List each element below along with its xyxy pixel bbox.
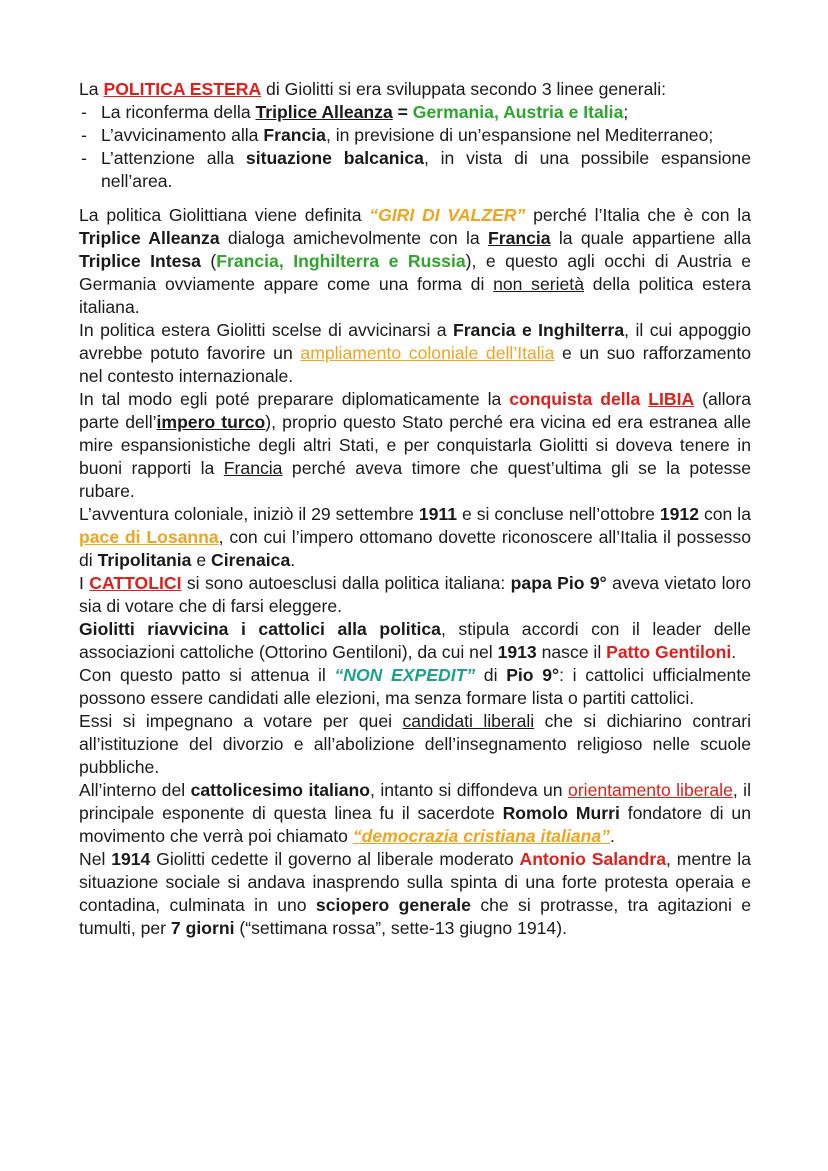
- text-span: che si dichiarino contrari all’istituzione del divorzio e all’abolizione dell’insegnamento religioso nelle scuole pubbliche.: [79, 711, 751, 777]
- keyword-sciopero-generale: sciopero generale: [315, 895, 471, 915]
- text-span: , con cui l’impero ottomano dovette riconoscere all’Italia il possesso di: [79, 527, 751, 570]
- keyword-francia-inghilterra: Francia e Inghilterra: [452, 320, 625, 340]
- keyword-1913: 1913: [497, 642, 537, 662]
- paragraph-candidati-liberali: [79, 710, 751, 779]
- text-span: Giolitti cedette il governo al liberale moderato: [150, 849, 520, 869]
- keyword-intesa-members: Francia, Inghilterra e Russia: [216, 251, 466, 271]
- keyword-alleanza-members: Germania, Austria e Italia: [412, 102, 624, 122]
- paragraph-cattolicesimo: [79, 779, 751, 848]
- keyword-1914: 1914: [111, 849, 151, 869]
- document-page: [79, 78, 751, 940]
- paragraph-patto-gentiloni: [79, 618, 751, 664]
- text-span: L’avvicinamento alla: [101, 125, 264, 145]
- text-span: In tal modo egli poté preparare diplomaticamente la: [79, 389, 510, 409]
- keyword-cirenaica: Cirenaica: [211, 550, 291, 570]
- text-span: La riconferma della: [101, 102, 256, 122]
- text-span: Nel: [79, 849, 112, 869]
- text-span: fondatore di un movimento che verrà poi chiamato: [79, 803, 751, 846]
- keyword-patto-gentiloni: Patto Gentiloni: [606, 642, 732, 662]
- text-span: perché l’Italia che è con la: [525, 205, 751, 225]
- paragraph-non-expedit: [79, 664, 751, 710]
- text-span: e un suo rafforzamento nel contesto internazionale.: [79, 343, 751, 386]
- paragraph-salandra: [79, 848, 751, 940]
- keyword-situazione-balcanica: situazione balcanica: [245, 148, 424, 168]
- equals-sign: =: [392, 102, 413, 122]
- text-span: .: [290, 550, 296, 570]
- keyword-non-expedit: “NON EXPEDIT”: [334, 665, 476, 685]
- text-span: e si concluse nell’ottobre: [457, 504, 660, 524]
- keyword-non-serieta: non serietà: [493, 274, 584, 294]
- text-span: , il principale esponente di questa linea fu il sacerdote: [79, 780, 752, 823]
- keyword-triplice-alleanza: Triplice Alleanza: [255, 102, 393, 122]
- text-span: (: [200, 251, 217, 271]
- foreign-policy-lines-list: [79, 101, 751, 193]
- keyword-francia: Francia: [223, 458, 283, 478]
- paragraph-avventura-coloniale: [79, 503, 751, 572]
- text-span: (allora parte dell’: [79, 389, 751, 432]
- keyword-impero-turco: impero turco: [156, 412, 266, 432]
- text-span: Essi si impegnano a votare per quei: [79, 711, 403, 731]
- keyword-libia: LIBIA: [648, 389, 695, 409]
- keyword-pace-di-losanna: pace di Losanna: [79, 527, 219, 547]
- text-span: ), e questo agli occhi di Austria e Germania ovviamente appare come una forma di: [79, 251, 751, 294]
- text-span: , in vista di una possibile espansione nell’area.: [101, 148, 751, 191]
- text-span: , il cui appoggio avrebbe potuto favorire un: [79, 320, 751, 363]
- paragraph-avvicinamento: [79, 319, 751, 388]
- paragraph-libia: [79, 388, 751, 503]
- text-span: L’avventura coloniale, iniziò il 29 settembre: [79, 504, 419, 524]
- keyword-candidati-liberali: candidati liberali: [402, 711, 535, 731]
- keyword-antonio-salandra: Antonio Salandra: [519, 849, 667, 869]
- text-span: , mentre la situazione sociale si andava inasprendo sulla spinta di una forte protesta operaia e contadina, culminata in uno: [79, 849, 751, 915]
- text-span: .: [609, 826, 615, 846]
- text-span: si sono autoesclusi dalla politica italiana:: [181, 573, 511, 593]
- text-span: e: [191, 550, 212, 570]
- text-span: In politica estera Giolitti scelse di avvicinarsi a: [79, 320, 453, 340]
- keyword-pio-9: Pio 9°: [506, 665, 560, 685]
- text-span: (“settimana rossa”, sette-13 giugno 1914).: [234, 918, 567, 938]
- keyword-democrazia-cristiana: “democrazia cristiana italiana”: [352, 826, 610, 846]
- text-span: La politica Giolittiana viene definita: [79, 205, 370, 225]
- text-span: ), proprio questo Stato perché era vicina ed era estranea alle mire espansionistiche degli altri Stati, e per conquistarla Giolitti si doveva tenere in buoni rapporti la: [79, 412, 751, 478]
- list-item: [79, 147, 751, 193]
- paragraph-cattolici: [79, 572, 751, 618]
- text-span: I: [79, 573, 90, 593]
- keyword-orientamento-liberale: orientamento liberale: [568, 780, 733, 800]
- text-span: .: [731, 642, 737, 662]
- text-span: L’attenzione alla: [101, 148, 246, 168]
- text-span: , stipula accordi con il leader delle associazioni cattoliche (Ottorino Gentiloni), da cui nel: [79, 619, 751, 662]
- text-span: , intanto si diffondeva un: [370, 780, 569, 800]
- text-span: che si protrasse, tra agitazioni e tumulti, per: [79, 895, 751, 938]
- text-span: con la: [699, 504, 751, 524]
- text-span: ;: [623, 102, 629, 122]
- keyword-francia: Francia: [487, 228, 551, 248]
- keyword-ampliamento-coloniale: ampliamento coloniale dell’Italia: [300, 343, 555, 363]
- keyword-1912: 1912: [659, 504, 699, 524]
- keyword-romolo-murri: Romolo Murri: [502, 803, 620, 823]
- keyword-cattolicesimo-italiano: cattolicesimo italiano: [190, 780, 371, 800]
- text-span: La: [79, 79, 104, 99]
- list-item: [79, 124, 751, 147]
- text-span: nasce il: [536, 642, 607, 662]
- keyword-7-giorni: 7 giorni: [170, 918, 235, 938]
- keyword-1911: 1911: [418, 504, 458, 524]
- text-span: la quale appartiene alla: [550, 228, 751, 248]
- text-span: Con questo patto si attenua il: [79, 665, 335, 685]
- keyword-cattolici: CATTOLICI: [89, 573, 182, 593]
- text-span: perché aveva timore che quest’ultima gli se la potesse rubare.: [79, 458, 751, 501]
- keyword-politica-estera: POLITICA ESTERA: [103, 79, 262, 99]
- text-span: aveva vietato loro sia di votare che di farsi eleggere.: [79, 573, 751, 616]
- keyword-papa-pio: papa Pio 9°: [510, 573, 607, 593]
- keyword-riavvicina: Giolitti riavvicina i cattolici alla politica: [79, 619, 441, 639]
- keyword-triplice-alleanza: Triplice Alleanza: [79, 228, 220, 248]
- text-span: dialoga amichevolmente con la: [219, 228, 488, 248]
- text-span: di Giolitti si era sviluppata secondo 3 linee generali:: [261, 79, 667, 99]
- keyword-giri-di-valzer: “GIRI DI VALZER”: [369, 205, 526, 225]
- text-span: , in previsione di un’espansione nel Mediterraneo;: [325, 125, 714, 145]
- keyword-francia: Francia: [263, 125, 326, 145]
- paragraph-intro: [79, 78, 751, 101]
- list-item: [79, 101, 751, 124]
- keyword-tripolitania: Tripolitania: [97, 550, 192, 570]
- paragraph-giri-di-valzer: [79, 204, 751, 319]
- keyword-triplice-intesa: Triplice Intesa: [79, 251, 201, 271]
- text-span: All’interno del: [79, 780, 191, 800]
- text-span: di: [475, 665, 507, 685]
- text-span: della politica estera italiana.: [79, 274, 751, 317]
- keyword-conquista: conquista della: [509, 389, 649, 409]
- text-span: : i cattolici ufficialmente possono essere candidati alle elezioni, ma senza formare lista o partiti cattolici.: [79, 665, 751, 708]
